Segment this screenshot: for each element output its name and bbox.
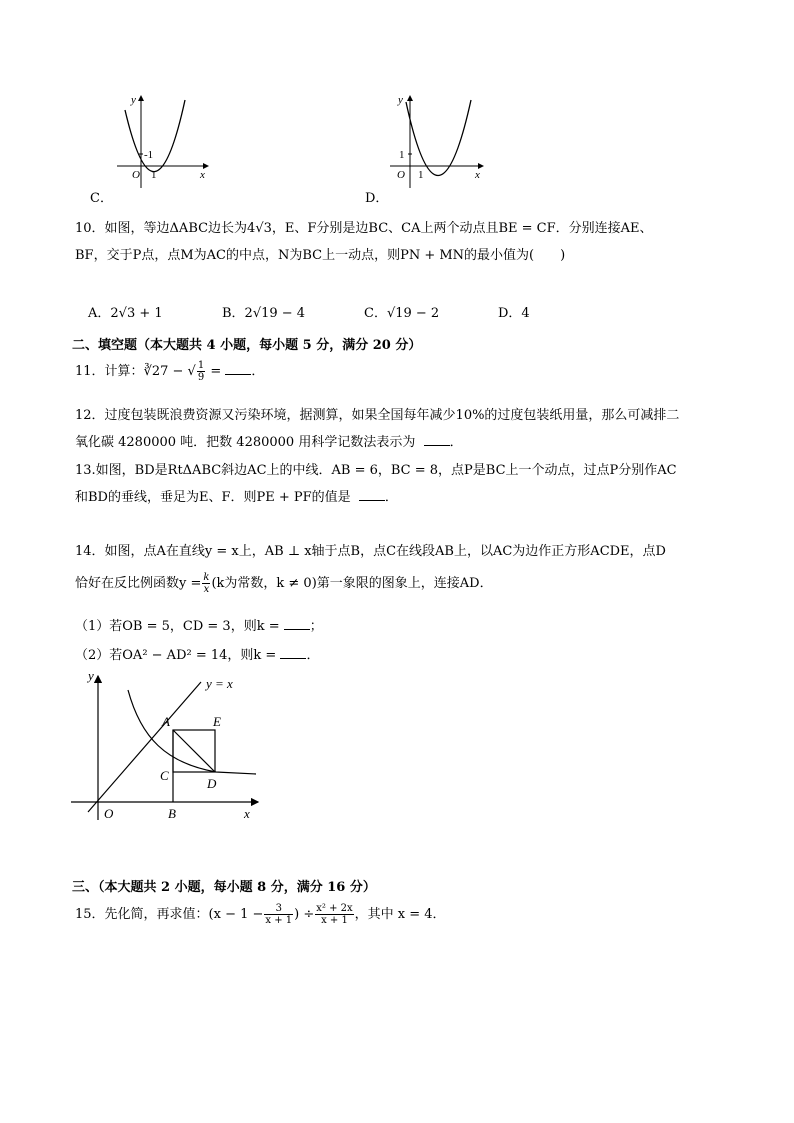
tick-x-label: 1 [151, 169, 157, 181]
q10-option-d[interactable]: D．4 [498, 306, 530, 321]
option-d-label: D． [365, 191, 389, 206]
section-3-title: 三、（本大题共 2 小题，每小题 8 分，满分 16 分） [72, 880, 376, 895]
q11: 11．计算：∛27 − √ $\frac{1}{9}$ = ． [75, 360, 265, 383]
y-axis-label: y [131, 94, 136, 106]
line-label: y = x [206, 676, 233, 691]
line-y-equals-x [88, 682, 201, 812]
parabola-curve [406, 100, 471, 176]
point-B-label: B [168, 806, 176, 821]
q11-frac-den: 9 [197, 372, 205, 383]
graph-option-c [95, 88, 220, 198]
tick-y-label: -1 [144, 149, 154, 161]
y-axis-label: y [88, 668, 94, 683]
q14-sub1-blank[interactable] [284, 617, 310, 630]
q11-equals: = [210, 364, 222, 379]
parabola-curve [125, 100, 185, 172]
origin-label: O [397, 169, 405, 181]
q10-option-a[interactable]: A．2√3 + 1 [88, 306, 163, 321]
x-axis-label: x [244, 806, 250, 821]
q11-expr1: ∛27 − [143, 364, 184, 379]
q14-sub2-blank[interactable] [280, 646, 306, 659]
point-D-label: D [207, 776, 217, 791]
q14-sub-2: （2）若OA² − AD² = 14，则k = ． [75, 648, 320, 663]
q13-answer-blank[interactable] [359, 488, 385, 501]
parabola-graph-c [95, 88, 220, 198]
q10-line-2: BF，交于P点，点M为AC的中点，N为BC上一动点，则PN + MN的最小值为( ) [75, 248, 566, 263]
option-c-label: C． [90, 191, 113, 206]
q11-frac-num: 1 [197, 360, 205, 371]
segment-AD [173, 730, 215, 772]
tick-y-label: 1 [399, 149, 405, 161]
q12-line-2: 氧化碳 4280000 吨．把数 4280000 用科学记数法表示为 ． [75, 435, 463, 450]
q14-line-2: 恰好在反比例函数y = $\frac{k}{x}$ (k为常数，k ≠ 0)第一象限的图象上，连接AD． [75, 572, 493, 595]
graph-option-d [370, 88, 495, 198]
point-A-label: A [162, 714, 170, 729]
q10-option-c[interactable]: C．√19 − 2 [364, 306, 440, 321]
q11-answer-blank[interactable] [225, 362, 251, 375]
q12-line-1: 12．过度包装既浪费资源又污染环境，据测算，如果全国每年减少10%的过度包装纸用量，那么可减排二 [75, 408, 680, 423]
q10-line-1: 10．如图，等边ΔABC边长为4√3，E、F分别是边BC、CA上两个动点且BE = CF．分别连接AE、 [75, 221, 653, 236]
x-axis-label: x [200, 169, 205, 181]
y-axis-label: y [398, 94, 403, 106]
q13-line-2: 和BD的垂线，垂足为E、F．则PE + PF的值是 ． [75, 490, 398, 505]
hyperbola-curve [128, 690, 256, 774]
q13-line-1: 13.如图，BD是RtΔABC斜边AC上的中线．AB = 6，BC = 8，点P是BC上一个动点，过点P分别作AC [75, 463, 677, 478]
point-O-label: O [104, 806, 114, 821]
q14-figure [66, 668, 266, 828]
point-C-label: C [160, 768, 169, 783]
q14-sub-1: （1）若OB = 5，CD = 3，则k = ； [75, 619, 323, 634]
q11-prefix: 11．计算： [75, 364, 144, 379]
origin-label: O [132, 169, 140, 181]
q15: 15．先化简，再求值：(x − 1 − $\frac{3}{x + 1}$ ) ÷ $\frac{\text{x² + 2x}}{x + 1}$ ，其中 x = 4． [75, 903, 446, 926]
q12-answer-blank[interactable] [424, 433, 450, 446]
section-2-title: 二、填空题（本大题共 4 小题，每小题 5 分，满分 20 分） [72, 338, 422, 353]
tick-x-label: 1 [418, 169, 424, 181]
x-axis-label: x [475, 169, 480, 181]
q14-figure-svg [66, 668, 266, 828]
q14-line-1: 14．如图，点A在直线y = x上，AB ⊥ x轴于点B，点C在线段AB上，以AC为边作正方形ACDE，点D [75, 544, 666, 559]
q10-option-b[interactable]: B．2√19 − 4 [222, 306, 306, 321]
parabola-graph-d [370, 88, 495, 198]
point-E-label: E [213, 714, 221, 729]
